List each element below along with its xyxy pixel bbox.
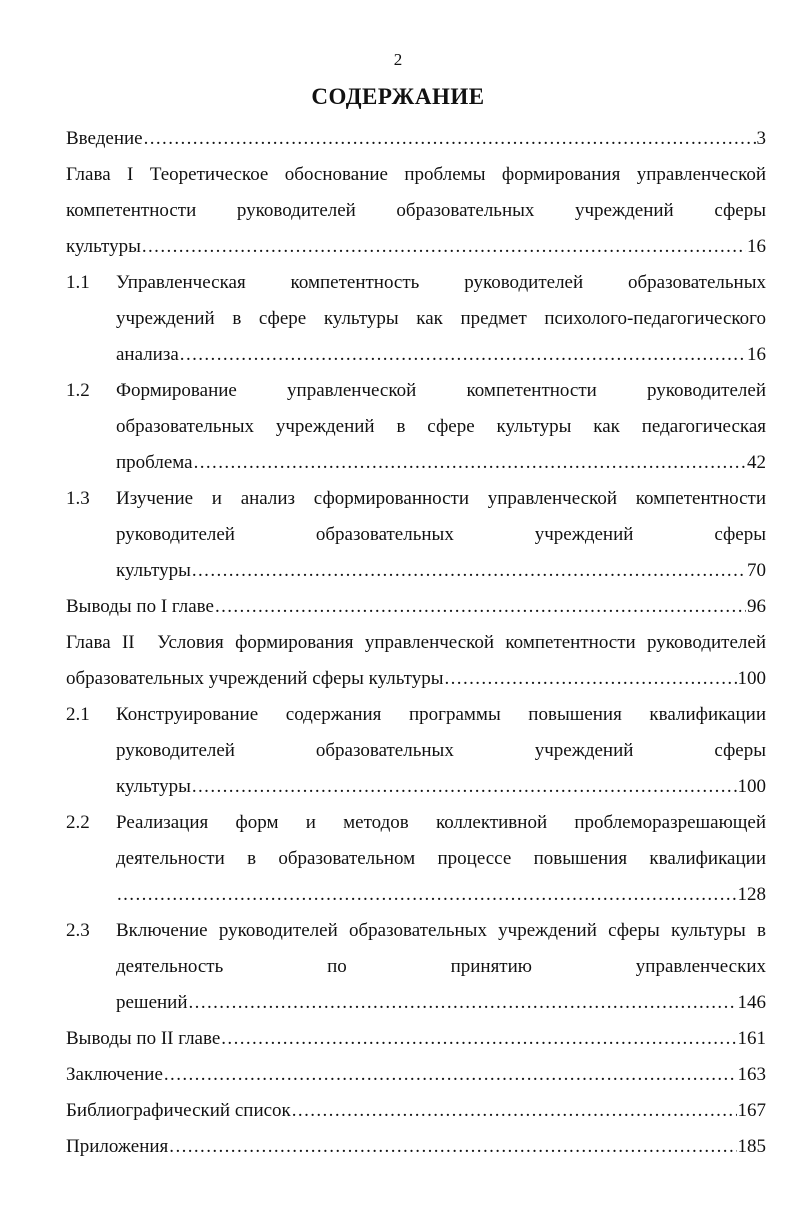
toc-entry-label: Библиографический список <box>66 1100 291 1121</box>
toc-entry-section-2-2[interactable] <box>66 805 766 913</box>
toc-entry-label: Выводы по I главе <box>66 596 214 617</box>
dot-leader <box>445 661 737 697</box>
toc-page-number: 96 <box>747 596 766 617</box>
toc-entry-line: деятельности в образовательном процессе повышения квалификации <box>116 848 766 869</box>
toc-page-number: 128 <box>737 884 766 905</box>
toc-entry-line: Включение руководителей образовательных учреждений сферы культуры в <box>116 920 766 941</box>
dot-leader <box>142 229 746 265</box>
toc-entry-section-2-3[interactable] <box>66 913 766 1021</box>
toc-page-number: 100 <box>737 668 766 689</box>
toc-entry-label: культуры <box>66 236 141 257</box>
toc-entry-label: Заключение <box>66 1064 163 1085</box>
section-number: 1.3 <box>66 488 90 509</box>
toc-entry-line: компетентности руководителей образовательных учреждений сферы <box>66 200 766 221</box>
toc-entry-label: культуры <box>116 776 191 797</box>
toc-entry-chapter-1[interactable] <box>66 157 766 265</box>
toc-entry-line: учреждений в сфере культуры как предмет психолого-педагогического <box>116 308 766 329</box>
toc-entry-line: Глава I Теоретическое обоснование проблемы формирования управленческой <box>66 164 766 185</box>
section-number: 2.3 <box>66 920 90 941</box>
dot-leader <box>215 589 746 625</box>
dot-leader <box>180 337 746 373</box>
toc-page-number: 161 <box>737 1028 766 1049</box>
toc-entry-section-1-3[interactable] <box>66 481 766 589</box>
toc-page-number: 3 <box>756 128 766 149</box>
toc-entry-label: Приложения <box>66 1136 169 1157</box>
toc-page-number: 185 <box>737 1136 766 1157</box>
toc-entry-line: Формирование управленческой компетентности руководителей <box>116 380 766 401</box>
dot-leader <box>192 769 737 805</box>
toc-page-number: 167 <box>737 1100 766 1121</box>
toc-entry-line: Глава II Условия формирования управленческой компетентности руководителей <box>66 632 766 653</box>
toc-entry-line: Изучение и анализ сформированности управленческой компетентности <box>116 488 766 509</box>
toc-entry-appendices[interactable] <box>66 1129 766 1165</box>
toc-entry-line: Конструирование содержания программы повышения квалификации <box>116 704 766 725</box>
toc-entry-chapter-2[interactable] <box>66 625 766 697</box>
toc-entry-line: деятельность по принятию управленческих <box>116 956 766 977</box>
toc-entry-section-1-2[interactable] <box>66 373 766 481</box>
toc-entry-label: анализа <box>116 344 179 365</box>
dot-leader <box>117 877 737 913</box>
toc-page-number: 100 <box>737 776 766 797</box>
toc-entry-line: Реализация форм и методов коллективной проблеморазрешающей <box>116 812 766 833</box>
toc-entry-line: Управленческая компетентность руководителей образовательных <box>116 272 766 293</box>
dot-leader <box>164 1057 737 1093</box>
toc-entry-conclusions-chapter-1[interactable] <box>66 589 766 625</box>
toc-page-number: 42 <box>747 452 766 473</box>
dot-leader <box>221 1021 736 1057</box>
toc-entry-conclusion[interactable] <box>66 1057 766 1093</box>
toc-entry-label: проблема <box>116 452 193 473</box>
toc-page-number: 16 <box>747 344 766 365</box>
toc-entry-label: культуры <box>116 560 191 581</box>
toc-entry-bibliography[interactable] <box>66 1093 766 1129</box>
dot-leader <box>189 985 737 1021</box>
toc-entry-label: образовательных учреждений сферы культуры <box>66 668 444 689</box>
toc-entry-label: Выводы по II главе <box>66 1028 221 1049</box>
dot-leader <box>169 1129 736 1165</box>
dot-leader <box>194 445 746 481</box>
section-number: 2.2 <box>66 812 90 833</box>
dot-leader <box>292 1093 737 1129</box>
toc-entry-section-1-1[interactable] <box>66 265 766 373</box>
toc-entry-conclusions-chapter-2[interactable] <box>66 1021 766 1057</box>
toc-page-number: 16 <box>747 236 766 257</box>
toc-entry-line: руководителей образовательных учреждений сферы <box>116 740 766 761</box>
section-number: 2.1 <box>66 704 90 725</box>
toc-page-number: 163 <box>737 1064 766 1085</box>
toc-entry-section-2-1[interactable] <box>66 697 766 805</box>
table-of-contents <box>66 121 766 1165</box>
toc-entry-label: Введение <box>66 128 143 149</box>
dot-leader <box>192 553 746 589</box>
page-number: 2 <box>393 50 403 69</box>
toc-entry-line: руководителей образовательных учреждений сферы <box>116 524 766 545</box>
section-number: 1.2 <box>66 380 90 401</box>
toc-page-number: 70 <box>747 560 766 581</box>
toc-entry-introduction[interactable] <box>66 121 766 157</box>
toc-entry-line: образовательных учреждений в сфере культуры как педагогическая <box>116 416 766 437</box>
toc-entry-label: решений <box>116 992 188 1013</box>
section-number: 1.1 <box>66 272 90 293</box>
page-title: СОДЕРЖАНИЕ <box>311 84 485 109</box>
dot-leader <box>144 121 756 157</box>
toc-page-number: 146 <box>737 992 766 1013</box>
